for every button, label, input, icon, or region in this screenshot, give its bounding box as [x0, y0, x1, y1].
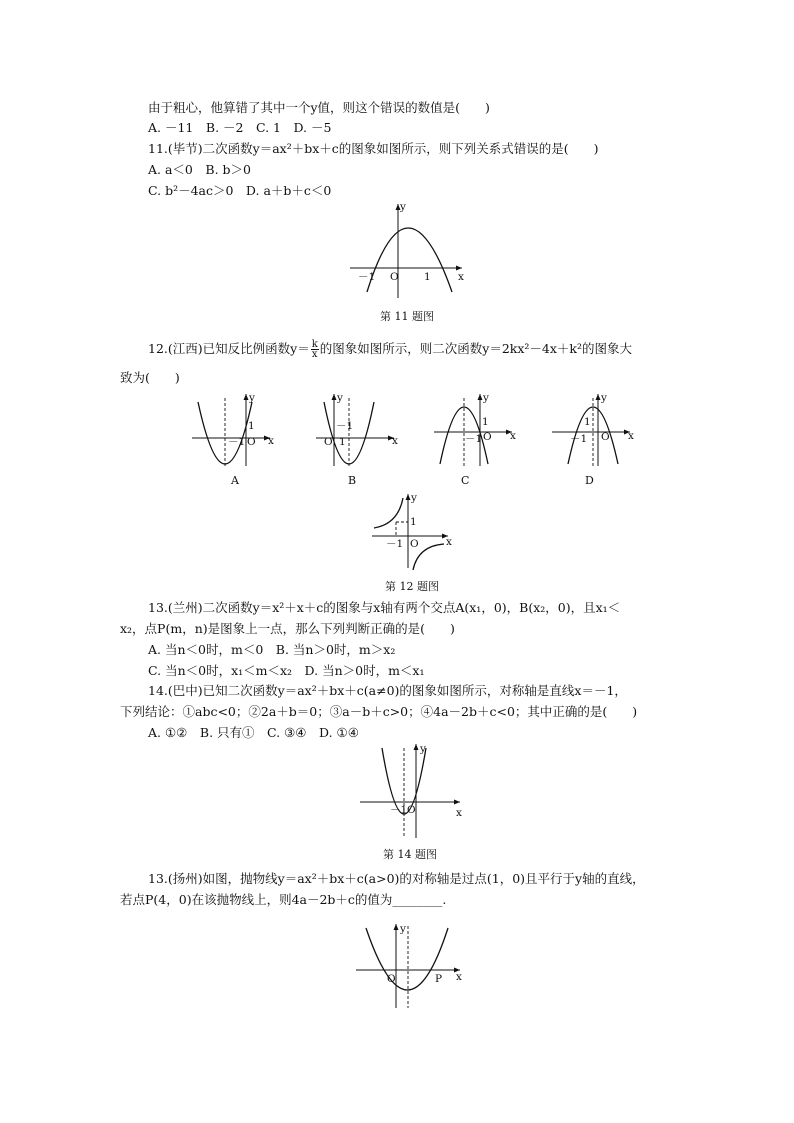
y-axis-label: y: [411, 492, 417, 504]
x-axis-label: x: [456, 807, 462, 819]
q12-stem-part2: 的图象如图所示，则二次函数y＝2kx²－4x＋k²的图象大: [319, 341, 633, 356]
q14-caption: 第 14 题图: [383, 848, 437, 861]
q14-options: A. ①② B. 只有① C. ③④ D. ①④: [148, 725, 359, 740]
q12-choice-c-label: C: [461, 474, 470, 487]
fraction-denominator: x: [311, 349, 318, 360]
tick-label: 1: [482, 416, 489, 428]
q12-reference-graph: [368, 492, 458, 572]
q11-options-row1: A. a＜0 B. b＞0: [148, 162, 251, 177]
q10-options: A. －11 B. －2 C. 1 D. －5: [148, 120, 332, 135]
y-axis-label: y: [400, 923, 406, 935]
q12-choice-a-label: A: [231, 474, 239, 487]
origin-label: O: [601, 431, 610, 443]
x-axis-label: x: [628, 430, 634, 442]
q12-stem-line2: 致为( ): [120, 370, 180, 385]
tick-label: －1: [465, 433, 483, 445]
tick-label-neg1: －1: [386, 538, 404, 550]
y-axis-label: y: [483, 392, 489, 404]
q13-line1: 13.(兰州)二次函数y＝x²＋x＋c的图象与x轴有两个交点A(x₁，0)，B(x₂，0)，且x₁＜: [148, 600, 621, 615]
origin-label: O: [247, 436, 256, 448]
q12-fraction: [311, 340, 319, 359]
q12-stem-part1: 12.(江西)已知反比例函数y＝: [148, 341, 310, 356]
y-axis-label: y: [249, 392, 255, 404]
q11-figure: [350, 200, 470, 300]
fraction-numerator: k: [311, 339, 318, 350]
x-axis-label: x: [458, 271, 464, 283]
q14-figure: [360, 740, 470, 840]
origin-label: O: [407, 804, 416, 816]
x-axis-label: x: [446, 536, 452, 548]
q12-choice-c-graph: [434, 392, 524, 472]
y-axis-label: y: [420, 743, 426, 755]
q11-caption: 第 11 题图: [380, 310, 434, 323]
q12-caption: 第 12 题图: [385, 580, 439, 593]
origin-label: O: [390, 271, 399, 283]
point-p-label: P: [435, 973, 443, 985]
tick-label-1: 1: [424, 271, 431, 283]
q10-tail-text: 由于粗心，他算错了其中一个y值，则这个错误的数值是( ): [148, 100, 490, 115]
tick-label-1: 1: [410, 516, 417, 528]
q15-line2: 若点P(4，0)在该抛物线上，则4a－2b＋c的值为________.: [120, 892, 447, 907]
q12-stem-line1: [148, 340, 632, 359]
parabola-curve: [367, 228, 452, 292]
origin-label: O: [324, 436, 333, 448]
hyperbola-branch-upper: [374, 498, 403, 528]
q12-choice-b-label: B: [348, 474, 357, 487]
q14-line1: 14.(巴中)已知二次函数y＝ax²＋bx＋c(a≠0)的图象如图所示，对称轴是直线x＝－1，: [148, 683, 627, 698]
tick-label: －1: [228, 436, 246, 448]
q12-choice-b-graph: [316, 392, 406, 472]
tick-label: －1: [336, 420, 354, 432]
x-axis-label: x: [392, 435, 398, 447]
q13-options-row2: C. 当n＜0时，x₁＜m＜x₂ D. 当n＞0时，m＜x₁: [148, 663, 425, 678]
q14-line2: 下列结论：①abc<0；②2a＋b＝0；③a－b＋c>0；④4a－2b＋c<0；其中正确的是( ): [120, 704, 638, 719]
tick-label: －1: [570, 433, 588, 445]
origin-label: O: [387, 973, 396, 985]
q12-choice-d-graph: [552, 392, 642, 472]
q13-line2: x₂，点P(m，n)是图象上一点，那么下列判断正确的是( ): [120, 621, 455, 636]
q15-line1: 13.(扬州)如图，抛物线y＝ax²＋bx＋c(a>0)的对称轴是过点(1，0)且平行于y轴的直线，: [148, 871, 645, 886]
q13-options-row1: A. 当n＜0时，m＜0 B. 当n＞0时，m＞x₂: [148, 642, 396, 657]
y-axis-label: y: [400, 201, 406, 213]
tick-label: 1: [339, 436, 346, 448]
origin-label: O: [483, 431, 492, 443]
origin-label: O: [410, 538, 419, 550]
q11-stem: 11.(毕节)二次函数y＝ax²＋bx＋c的图象如图所示，则下列关系式错误的是( ): [148, 141, 599, 156]
x-axis-label: x: [268, 435, 274, 447]
x-axis-arrow: [456, 266, 462, 271]
y-axis-label: y: [601, 392, 607, 404]
tick-label: 1: [584, 416, 591, 428]
x-axis-label: x: [510, 430, 516, 442]
y-axis-label: y: [337, 392, 343, 404]
q12-choice-a-graph: [192, 392, 282, 472]
q12-choice-d-label: D: [585, 474, 594, 487]
tick-label-neg1: －1: [358, 271, 376, 283]
tick-label: 1: [248, 420, 255, 432]
q11-options-row2: C. b²－4ac＞0 D. a＋b＋c＜0: [148, 183, 332, 198]
x-axis-label: x: [456, 971, 462, 983]
q15-figure: [356, 922, 466, 1012]
tick-label-neg1: －1: [390, 804, 408, 816]
